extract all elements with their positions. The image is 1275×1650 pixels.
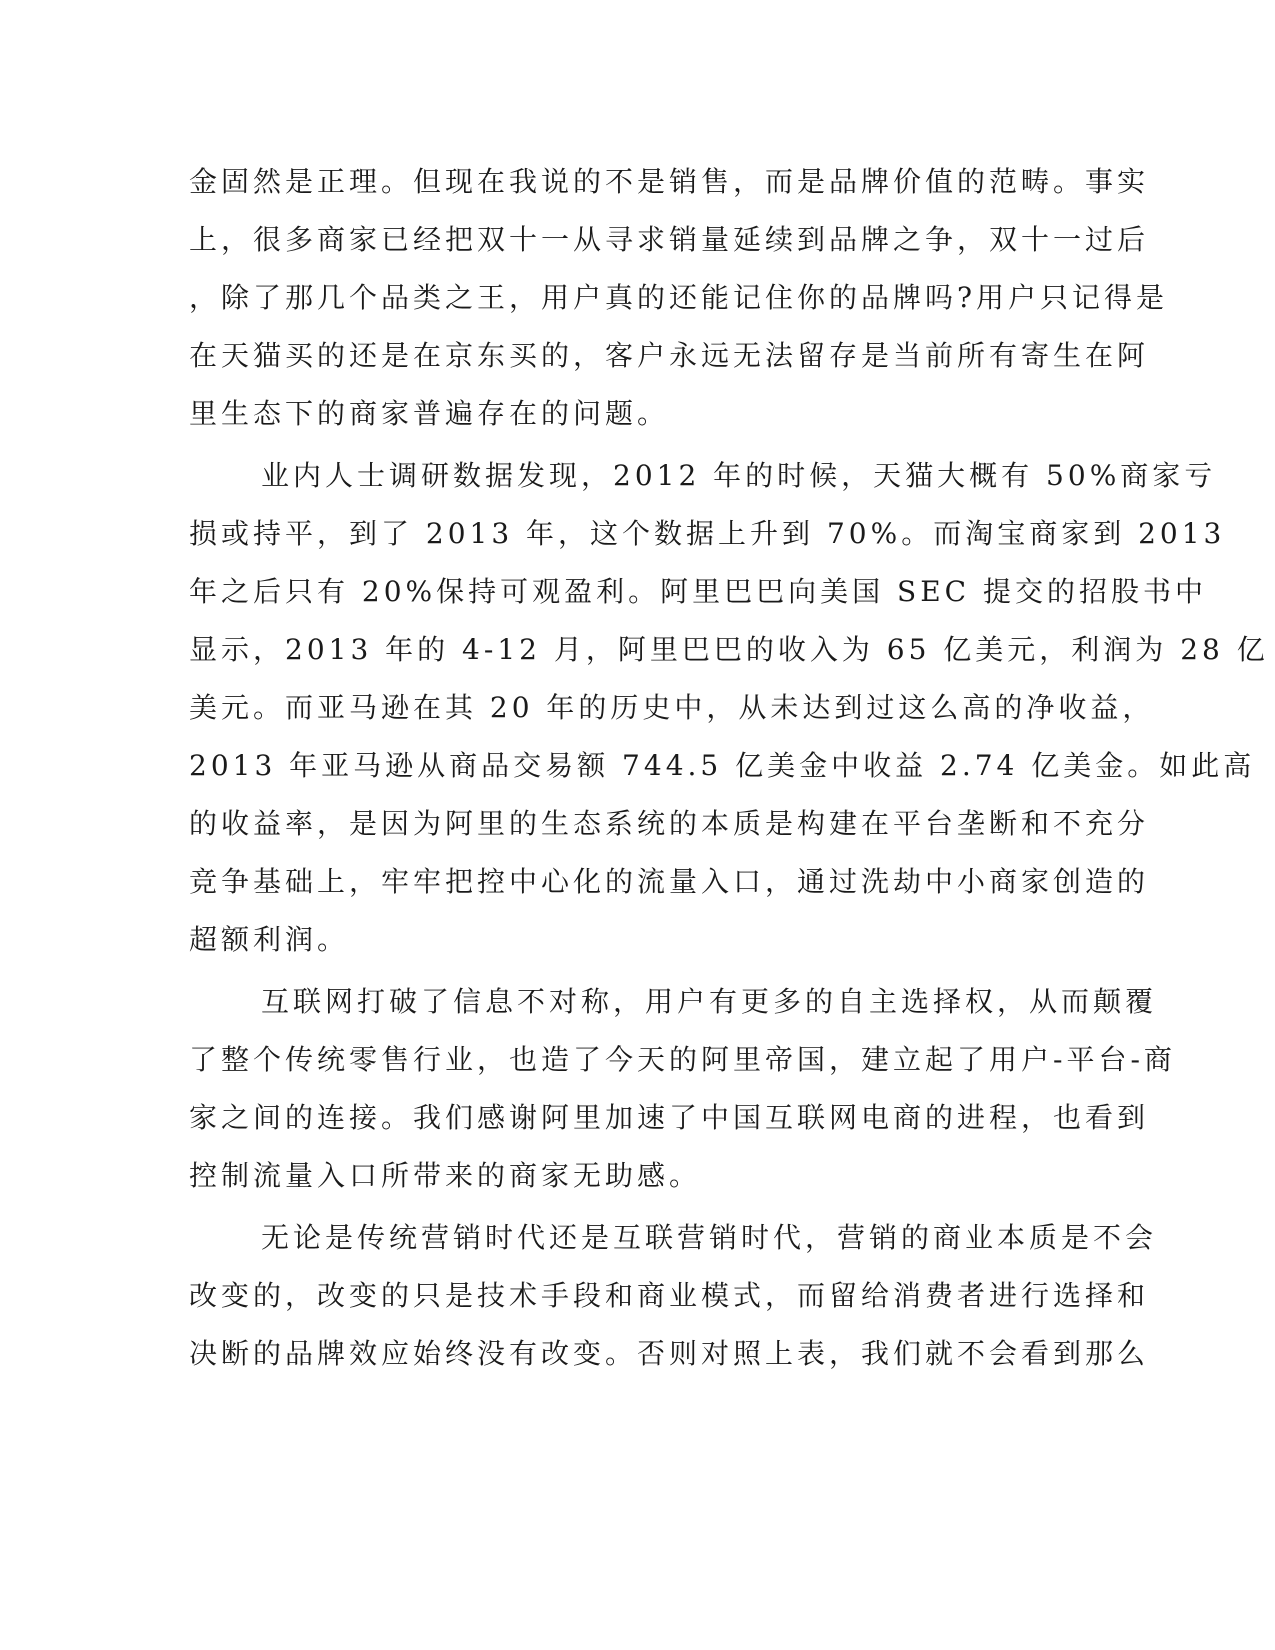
text-line: 改变的，改变的只是技术手段和商业模式，而留给消费者进行选择和 — [189, 1279, 1150, 1312]
text-line: 控制流量入口所带来的商家无助感。 — [189, 1159, 702, 1192]
text-line: 损或持平，到了 2013 年，这个数据上升到 70%。而淘宝商家到 2013 — [189, 517, 1226, 550]
text-line: 在天猫买的还是在京东买的，客户永远无法留存是当前所有寄生在阿 — [189, 339, 1150, 372]
text-line: 的收益率，是因为阿里的生态系统的本质是构建在平台垄断和不充分 — [189, 807, 1150, 840]
text-line: 金固然是正理。但现在我说的不是销售，而是品牌价值的范畴。事实 — [189, 165, 1150, 198]
text-line: 2013 年亚马逊从商品交易额 744.5 亿美金中收益 2.74 亿美金。如此高 — [189, 749, 1256, 782]
text-line: ，除了那几个品类之王，用户真的还能记住你的品牌吗?用户只记得是 — [189, 281, 1169, 314]
text-line: 业内人士调研数据发现，2012 年的时候，天猫大概有 50%商家亏 — [261, 459, 1217, 492]
text-line: 美元。而亚马逊在其 20 年的历史中，从未达到过这么高的净收益， — [189, 691, 1155, 724]
text-line: 无论是传统营销时代还是互联营销时代，营销的商业本质是不会 — [261, 1221, 1158, 1254]
text-line: 竞争基础上，牢牢把控中心化的流量入口，通过洗劫中小商家创造的 — [189, 865, 1150, 898]
text-line: 超额利润。 — [189, 923, 350, 956]
text-line: 年之后只有 20%保持可观盈利。阿里巴巴向美国 SEC 提交的招股书中 — [189, 575, 1207, 608]
text-line: 上，很多商家已经把双十一从寻求销量延续到品牌之争，双十一过后 — [189, 223, 1150, 256]
text-line: 互联网打破了信息不对称，用户有更多的自主选择权，从而颠覆 — [261, 985, 1158, 1018]
text-line: 家之间的连接。我们感谢阿里加速了中国互联网电商的进程，也看到 — [189, 1101, 1150, 1134]
text-line: 了整个传统零售行业，也造了今天的阿里帝国，建立起了用户-平台-商 — [189, 1043, 1176, 1076]
text-line: 显示，2013 年的 4-12 月，阿里巴巴的收入为 65 亿美元，利润为 28 亿 — [189, 633, 1269, 666]
text-line: 里生态下的商家普遍存在的问题。 — [189, 397, 670, 430]
text-line: 决断的品牌效应始终没有改变。否则对照上表，我们就不会看到那么 — [189, 1337, 1150, 1370]
